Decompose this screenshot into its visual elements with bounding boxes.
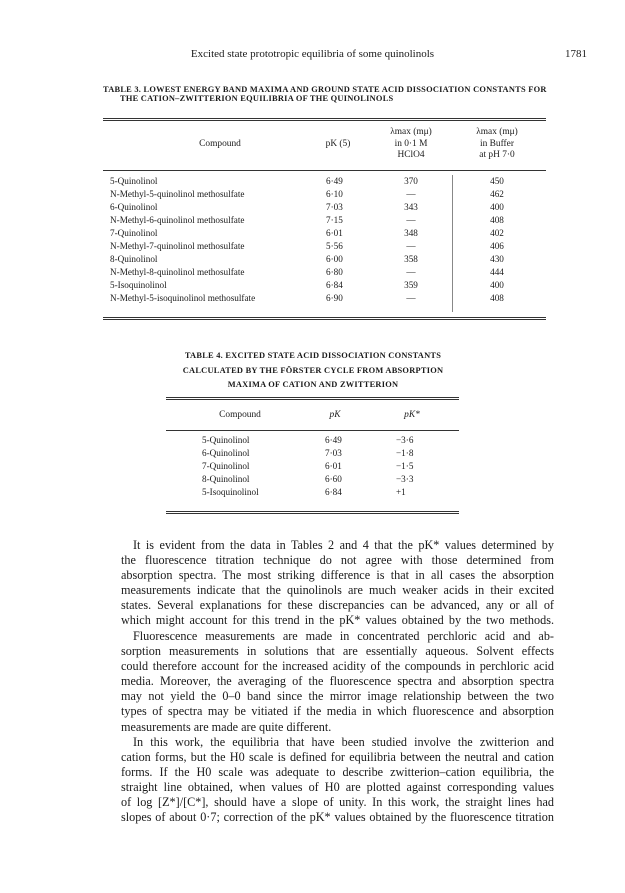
table4-top-rule: [166, 397, 459, 398]
table3-row2-hclo4: —: [406, 189, 416, 199]
table4-caption-line1: TABLE 4. EXCITED STATE ACID DISSOCIATION CONSTANTS: [184, 351, 442, 360]
table3-row7-hclo4: 358: [404, 254, 418, 264]
body-p2-line1: Fluorescence measurements are made in concentrated perchloric acid and ab-: [133, 629, 554, 643]
table4-caption: [163, 349, 463, 393]
table3-header-buffer-l1: λmax (mμ): [476, 127, 518, 137]
table3-row6-hclo4: —: [406, 241, 416, 251]
table3-row1-buffer: 450: [490, 176, 504, 186]
table3-column-divider: [452, 175, 453, 312]
table3-row9-hclo4: 359: [404, 280, 418, 290]
body-p1-line6: which might account for this trend in the pK* values obtained by the two methods.: [121, 613, 554, 628]
body-p1-line4: measurements indicate that the quinolinols are much weaker acids in their excited: [121, 583, 554, 598]
body-p2-line5: may not yield the 0–0 band since the mirror image relationship between the two: [121, 689, 554, 704]
table3-header-buffer-l3: at pH 7·0: [479, 150, 515, 160]
table3-row10-hclo4: —: [406, 293, 416, 303]
table4-row3-pk: 6·01: [325, 461, 342, 471]
body-p3-line1: In this work, the equilibria that have been studied involve the zwitterion and: [133, 735, 554, 749]
table4-row3-pkstar: −1·5: [396, 461, 414, 471]
table3-row1-hclo4: 370: [404, 176, 418, 186]
table3-bottom-rule-2: [103, 319, 546, 320]
table4-row5-pkstar: +1: [396, 487, 406, 497]
body-p1-line3: absorption spectra. The most striking difference is that in all cases the absorption: [121, 568, 554, 583]
table3-row7-pk: 6·00: [326, 254, 343, 264]
body-p2-line2: sorption measurements in solutions that are essentially aqueous. Solvent effects: [121, 644, 554, 659]
table3-row5-hclo4: 348: [404, 228, 418, 238]
table4-row5-pk: 6·84: [325, 487, 342, 497]
table3-header-rule: [103, 170, 546, 171]
table3-row3-buffer: 400: [490, 202, 504, 212]
table4-row1-pk: 6·49: [325, 435, 342, 445]
table4-header-pkstar: pK*: [404, 410, 420, 420]
table4-row1-compound: 5-Quinolinol: [202, 435, 250, 445]
table3-caption-line1: TABLE 3. LOWEST ENERGY BAND MAXIMA AND GROUND STATE ACID DISSOCIATION CONSTANTS FOR: [103, 85, 547, 94]
body-paragraph-2: [121, 629, 554, 735]
table4-row2-compound: 6-Quinolinol: [202, 448, 250, 458]
table4-header-rule: [166, 430, 459, 431]
table3-caption-line2: THE CATION–ZWITTERION EQUILIBRIA OF THE QUINOLINOLS: [120, 94, 394, 103]
table3-row8-pk: 6·80: [326, 267, 343, 277]
table3-row8-compound: N-Methyl-8-quinolinol methosulfate: [110, 267, 245, 277]
table3-row2-compound: N-Methyl-5-quinolinol methosulfate: [110, 189, 245, 199]
page-number: 1781: [565, 48, 587, 60]
body-p2-line6: types of spectra may be vitiated if the media in which fluorescence and absorption: [121, 704, 554, 719]
body-p3-line5: of log [Z*]/[C*], should have a slope of unity. In this work, the straight lines had: [121, 795, 554, 810]
table4-bottom-rule: [166, 511, 459, 512]
table3-row8-buffer: 444: [490, 267, 504, 277]
table3-row9-pk: 6·84: [326, 280, 343, 290]
table4-row4-pk: 6·60: [325, 474, 342, 484]
table3-row6-pk: 5·56: [326, 241, 343, 251]
table3-row4-buffer: 408: [490, 215, 504, 225]
table4-caption-line2: CALCULATED BY THE FÖRSTER CYCLE FROM ABSORPTION: [182, 365, 444, 375]
table3-row3-pk: 7·03: [326, 202, 343, 212]
table3-row7-compound: 8-Quinolinol: [110, 254, 158, 264]
body-p3-line6: slopes of about 0·7; correction of the pK* values obtained by the fluorescence titration: [121, 810, 554, 825]
body-p1-line2: the fluorescence titration technique do not agree with those determined from: [121, 553, 554, 568]
table4-header-pk: pK: [329, 410, 341, 420]
table3-row2-pk: 6·10: [326, 189, 343, 199]
table4-row1-pkstar: −3·6: [396, 435, 414, 445]
table4-row4-compound: 8-Quinolinol: [202, 474, 250, 484]
table3-row6-buffer: 406: [490, 241, 504, 251]
table4-header-compound: Compound: [219, 410, 261, 420]
table3-row9-buffer: 400: [490, 280, 504, 290]
body-p3-line4: straight line obtained, when values of H0 are plotted against corresponding values: [121, 780, 554, 795]
body-paragraph-3: [121, 735, 554, 826]
table3-header-hclo4-l1: λmax (mμ): [390, 127, 432, 137]
table3-top-rule-2: [103, 120, 546, 121]
table3-row4-compound: N-Methyl-6-quinolinol methosulfate: [110, 215, 245, 225]
table3-row5-pk: 6·01: [326, 228, 343, 238]
body-p3-line2: cation forms, but the H0 scale is defined for equilibria between the neutral and cation: [121, 750, 554, 765]
table3-row3-hclo4: 343: [404, 202, 418, 212]
table3-row7-buffer: 430: [490, 254, 504, 264]
table3-row10-compound: N-Methyl-5-isoquinolinol methosulfate: [110, 293, 256, 303]
table4-row3-compound: 7-Quinolinol: [202, 461, 250, 471]
table3-row2-buffer: 462: [490, 189, 504, 199]
table3-header-pk: pK (5): [325, 139, 351, 149]
body-p3-line3: forms. If the H0 scale was adequate to describe zwitterion–cation equilibria, the: [121, 765, 554, 780]
table3-header-buffer-l2: in Buffer: [480, 138, 514, 149]
running-header: [0, 48, 625, 64]
body-p2-line4: media. Moreover, the averaging of the fluorescence spectra and absorption spectra: [121, 674, 554, 689]
table3-row3-compound: 6-Quinolinol: [110, 202, 158, 212]
body-p1-line1: It is evident from the data in Tables 2 and 4 that the pK* values determined by: [133, 538, 554, 552]
table3-row4-pk: 7·15: [326, 215, 343, 225]
table3-header-hclo4-l2: in 0·1 M: [394, 138, 428, 149]
running-title: Excited state prototropic equilibria of some quinolinols: [190, 48, 435, 60]
table3-row1-compound: 5-Quinolinol: [110, 176, 158, 186]
table3-row6-compound: N-Methyl-7-quinolinol methosulfate: [110, 241, 245, 251]
body-p1-line5: states. Several explanations for these discrepancies can be advanced, any or all of: [121, 598, 554, 613]
body-p2-line7: measurements are made are quite different.: [121, 719, 332, 734]
table3-row8-hclo4: —: [406, 267, 416, 277]
table3-row4-hclo4: —: [406, 215, 416, 225]
table4-caption-line3: MAXIMA OF CATION AND ZWITTERION: [227, 380, 399, 389]
table4-bottom-rule-2: [166, 513, 459, 514]
body-paragraph-1: [121, 538, 554, 629]
table3-top-rule: [103, 118, 546, 119]
table3-row10-buffer: 408: [490, 293, 504, 303]
table3-header-hclo4-l3: HClO4: [397, 150, 425, 160]
table3-row10-pk: 6·90: [326, 293, 343, 303]
table3-row5-compound: 7-Quinolinol: [110, 228, 158, 238]
table3-bottom-rule: [103, 317, 546, 318]
table4-row2-pkstar: −1·8: [396, 448, 414, 458]
table3-caption: [103, 85, 547, 103]
table4-row4-pkstar: −3·3: [396, 474, 414, 484]
table3-row5-buffer: 402: [490, 228, 504, 238]
table3-row1-pk: 6·49: [326, 176, 343, 186]
table3-row9-compound: 5-Isoquinolinol: [110, 280, 167, 290]
table4-row2-pk: 7·03: [325, 448, 342, 458]
table4-top-rule-2: [166, 399, 459, 400]
table4-row5-compound: 5-Isoquinolinol: [202, 487, 259, 497]
table3-header-hclo4: [371, 127, 451, 162]
table3-header-compound: Compound: [199, 139, 241, 149]
body-p2-line3: could therefore account for the increased acidity of the compounds in perchloric acid: [121, 659, 554, 674]
table3-header-buffer: [457, 127, 537, 162]
